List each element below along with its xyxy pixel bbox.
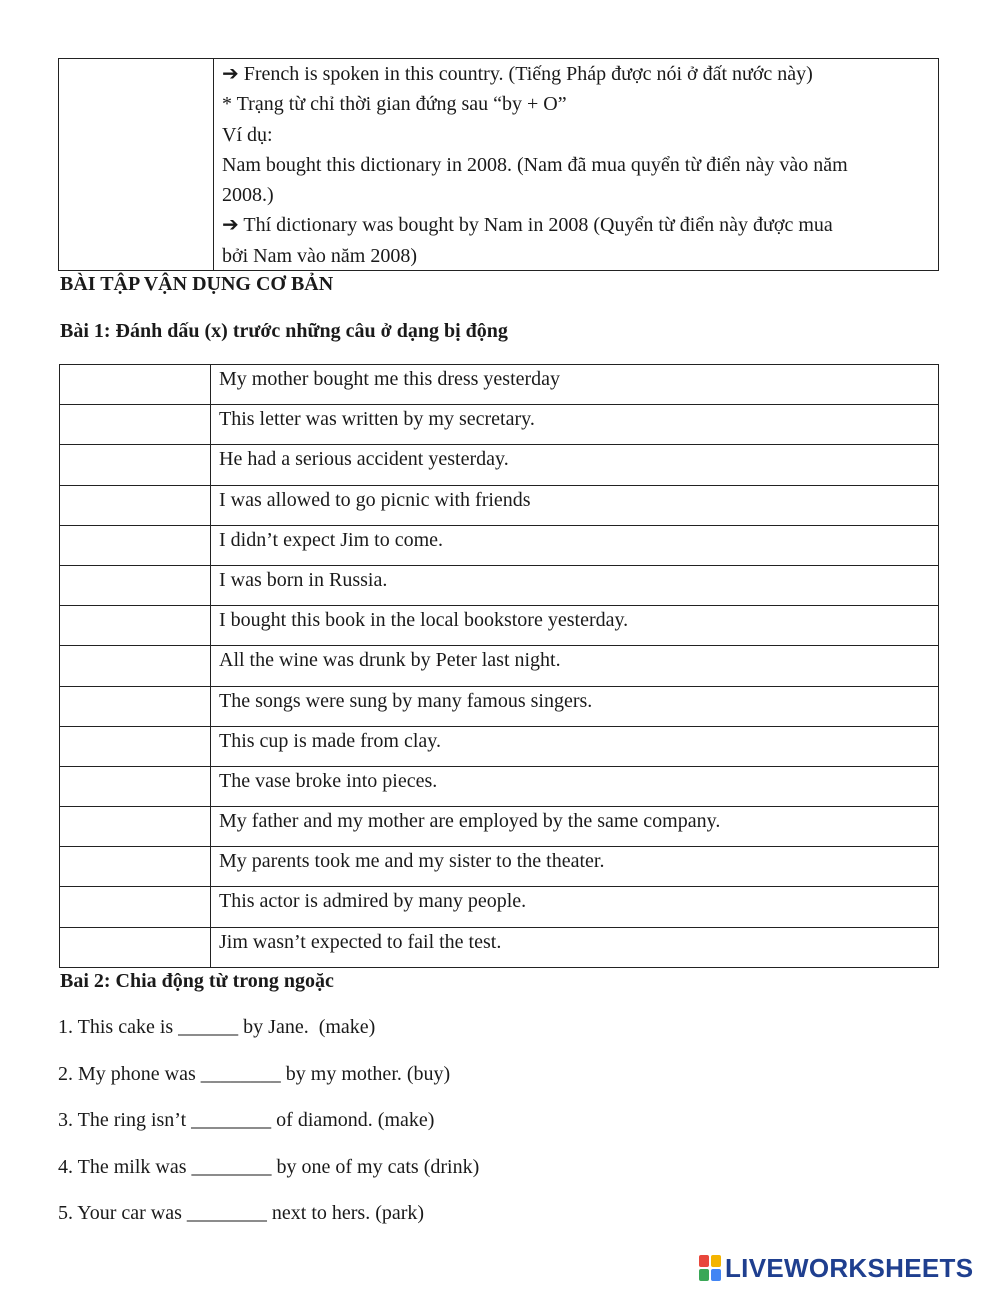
sentence-cell: I was allowed to go picnic with friends: [211, 485, 939, 525]
answer-mark-cell[interactable]: [60, 927, 211, 967]
answer-blank[interactable]: ________: [191, 1156, 272, 1178]
intro-line: bởi Nam vào năm 2008): [222, 244, 417, 267]
answer-mark-cell[interactable]: [60, 485, 211, 525]
table-row: [60, 445, 939, 485]
answer-blank[interactable]: ______: [178, 1016, 239, 1038]
sentence-cell: The vase broke into pieces.: [211, 766, 939, 806]
question-text-after: next to hers. (park): [266, 1202, 425, 1224]
liveworksheets-logo-icon: [699, 1255, 721, 1281]
table-row: [60, 365, 939, 405]
question-item: [58, 1109, 434, 1132]
answer-mark-cell[interactable]: [60, 807, 211, 847]
sentence-cell: My father and my mother are employed by the same company.: [211, 807, 939, 847]
sentence-cell: This actor is admired by many people.: [211, 887, 939, 927]
answer-blank[interactable]: ________: [186, 1202, 267, 1224]
liveworksheets-logo-text: LIVEWORKSHEETS: [725, 1252, 974, 1283]
question-text-after: by Jane. (make): [238, 1016, 376, 1038]
answer-mark-cell[interactable]: [60, 646, 211, 686]
exercise1-title: Bài 1: Đánh dấu (x) trước những câu ở dạng bị động: [60, 320, 508, 342]
answer-mark-cell[interactable]: [60, 365, 211, 405]
question-text-before: 3. The ring isn’t: [58, 1109, 192, 1131]
answer-mark-cell[interactable]: [60, 887, 211, 927]
sentence-cell: I didn’t expect Jim to come.: [211, 525, 939, 565]
question-text-before: 1. This cake is: [58, 1016, 179, 1038]
question-item: [58, 1202, 424, 1225]
logo-tile: [711, 1255, 721, 1267]
intro-line: ➔ French is spoken in this country. (Tiếng Pháp được nói ở đất nước này): [222, 63, 813, 85]
question-text-before: 2. My phone was: [58, 1063, 201, 1085]
table-row: [60, 686, 939, 726]
table-row: [60, 726, 939, 766]
section-title: BÀI TẬP VẬN DỤNG CƠ BẢN: [60, 273, 334, 295]
question-item: [58, 1063, 450, 1086]
intro-line: Ví dụ:: [222, 123, 273, 146]
sentence-cell: This letter was written by my secretary.: [211, 405, 939, 445]
table-row: [60, 405, 939, 445]
answer-mark-cell[interactable]: [60, 606, 211, 646]
answer-mark-cell[interactable]: [60, 445, 211, 485]
answer-mark-cell[interactable]: [60, 686, 211, 726]
answer-mark-cell[interactable]: [60, 847, 211, 887]
exercise1-table: [59, 364, 939, 968]
table-row: [60, 606, 939, 646]
intro-line: 2008.): [222, 184, 274, 207]
table-row: [60, 927, 939, 967]
table-row: [60, 525, 939, 565]
sentence-cell: I bought this book in the local bookstore yesterday.: [211, 606, 939, 646]
sentence-cell: The songs were sung by many famous singers.: [211, 686, 939, 726]
question-text-before: 5. Your car was: [58, 1202, 187, 1224]
exercise2-title: Bai 2: Chia động từ trong ngoặc: [60, 970, 334, 992]
table-row: [60, 887, 939, 927]
question-item: [58, 1016, 375, 1039]
table-row: [60, 847, 939, 887]
table-row: [60, 646, 939, 686]
answer-blank[interactable]: ________: [191, 1109, 272, 1131]
logo-tile: [699, 1269, 709, 1281]
question-text-after: by one of my cats (drink): [271, 1156, 480, 1178]
sentence-cell: He had a serious accident yesterday.: [211, 445, 939, 485]
sentence-cell: Jim wasn’t expected to fail the test.: [211, 927, 939, 967]
question-text-before: 4. The milk was: [58, 1156, 192, 1178]
table-row: [60, 766, 939, 806]
answer-mark-cell[interactable]: [60, 766, 211, 806]
sentence-cell: My parents took me and my sister to the theater.: [211, 847, 939, 887]
sentence-cell: All the wine was drunk by Peter last night.: [211, 646, 939, 686]
sentence-cell: This cup is made from clay.: [211, 726, 939, 766]
intro-line: ➔ Thí dictionary was bought by Nam in 2008 (Quyển từ điển này được mua: [222, 214, 833, 237]
question-text-after: by my mother. (buy): [280, 1063, 451, 1085]
intro-line: Nam bought this dictionary in 2008. (Nam đã mua quyển từ điển này vào năm: [222, 153, 848, 176]
table-row: [60, 485, 939, 525]
table-row: [60, 807, 939, 847]
intro-line: * Trạng từ chỉ thời gian đứng sau “by + O”: [222, 93, 567, 116]
question-item: [58, 1156, 479, 1179]
answer-mark-cell[interactable]: [60, 565, 211, 605]
liveworksheets-logo: [699, 1253, 973, 1283]
table-row: [60, 565, 939, 605]
sentence-cell: I was born in Russia.: [211, 565, 939, 605]
answer-mark-cell[interactable]: [60, 405, 211, 445]
logo-tile: [699, 1255, 709, 1267]
intro-box-left-cell: [59, 59, 214, 270]
answer-blank[interactable]: ________: [200, 1063, 281, 1085]
intro-box: [58, 58, 939, 271]
answer-mark-cell[interactable]: [60, 525, 211, 565]
logo-tile: [711, 1269, 721, 1281]
intro-box-content: [214, 59, 938, 270]
sentence-cell: My mother bought me this dress yesterday: [211, 365, 939, 405]
answer-mark-cell[interactable]: [60, 726, 211, 766]
question-text-after: of diamond. (make): [271, 1109, 435, 1131]
